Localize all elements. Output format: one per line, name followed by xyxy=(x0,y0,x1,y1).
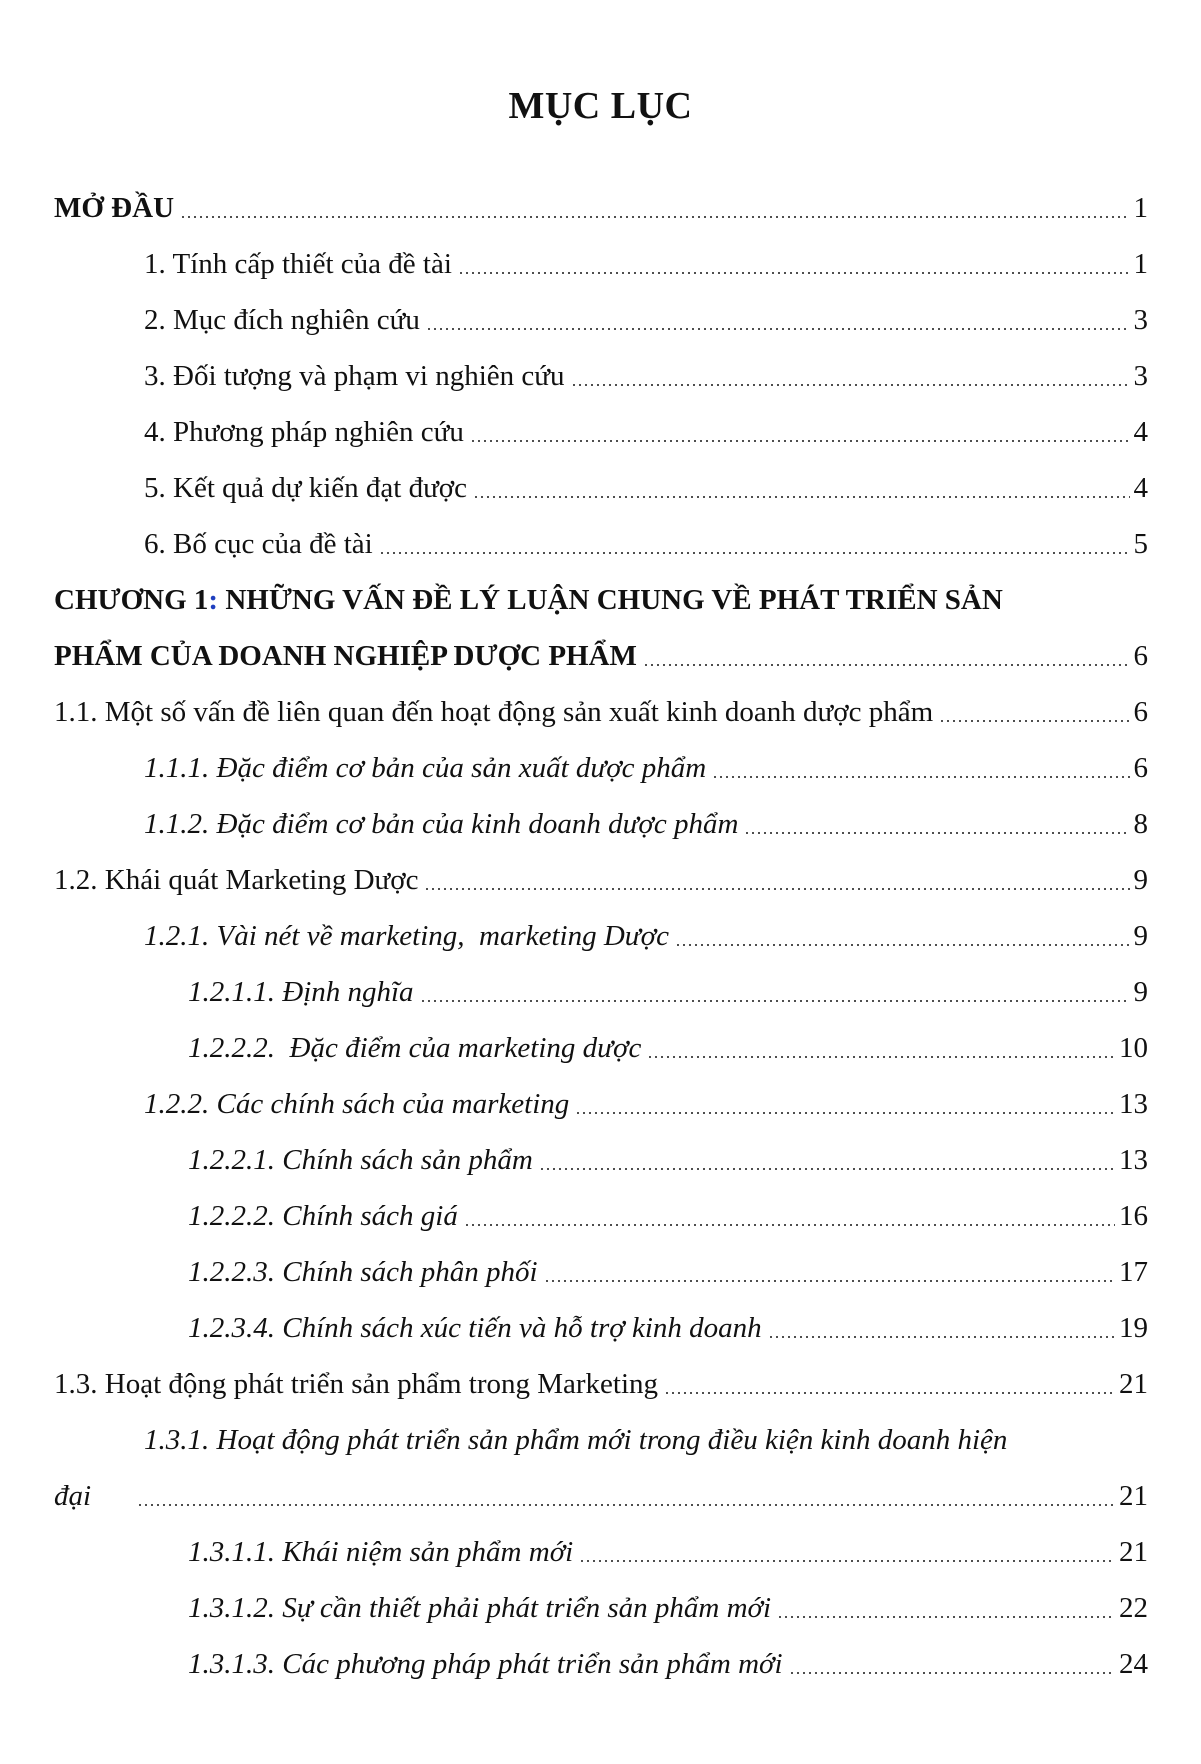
leader-dots xyxy=(458,271,1130,275)
toc-entry-label: 6. Bố cục của đề tài xyxy=(144,527,373,560)
toc-entry-label: 5. Kết quả dự kiến đạt được xyxy=(144,471,467,504)
leader-dots xyxy=(643,663,1130,667)
toc-entry-page: 8 xyxy=(1133,807,1148,840)
toc-entry-page: 10 xyxy=(1119,1031,1148,1064)
toc-entry-page: 9 xyxy=(1133,975,1148,1008)
toc-entry-page: 16 xyxy=(1119,1199,1148,1232)
chapter-title-line1: NHỮNG VẤN ĐỀ LÝ LUẬN CHUNG VỀ PHÁT TRIỂN SẢN xyxy=(218,584,1003,616)
leader-dots xyxy=(768,1335,1115,1339)
toc-entry-label: 3. Đối tượng và phạm vi nghiên cứu xyxy=(144,359,565,392)
toc-entry-page: 4 xyxy=(1133,471,1148,504)
toc-entry-page: 4 xyxy=(1133,415,1148,448)
leader-dots xyxy=(712,775,1129,779)
toc-entry-label: 1.2. Khái quát Marketing Dược xyxy=(54,863,419,896)
leader-dots xyxy=(426,327,1130,331)
leader-dots xyxy=(575,1111,1115,1115)
toc-entry-label: 1.3.1.1. Khái niệm sản phẩm mới xyxy=(188,1535,574,1568)
toc-entry[interactable] xyxy=(54,292,1148,348)
toc-entry-page: 21 xyxy=(1119,1479,1148,1512)
toc-entry-page: 3 xyxy=(1133,359,1148,392)
toc-entry[interactable] xyxy=(54,1244,1148,1300)
toc-entry[interactable] xyxy=(54,628,1148,684)
leader-dots xyxy=(939,719,1129,723)
leader-dots xyxy=(579,1559,1115,1563)
toc-entry-page: 9 xyxy=(1133,919,1148,952)
leader-dots xyxy=(664,1391,1115,1395)
toc-entry-page: 21 xyxy=(1119,1367,1148,1400)
toc-entry[interactable] xyxy=(54,180,1148,236)
toc-entry[interactable] xyxy=(54,236,1148,292)
leader-dots xyxy=(571,383,1130,387)
toc-entry-page: 6 xyxy=(1133,639,1148,672)
toc-entry[interactable] xyxy=(54,1636,1148,1692)
toc-entry[interactable] xyxy=(54,684,1148,740)
toc-entry-wrapped-line[interactable] xyxy=(54,1412,1148,1468)
toc-entry-label: 1.3.1.3. Các phương pháp phát triển sản phẩm mới xyxy=(188,1647,783,1680)
toc-entry[interactable] xyxy=(54,1076,1148,1132)
toc-entry[interactable] xyxy=(54,1300,1148,1356)
toc-entry-label: 1.2.2.2. Đặc điểm của marketing dược xyxy=(188,1031,642,1064)
leader-dots xyxy=(777,1615,1115,1619)
toc-entry-page: 1 xyxy=(1133,191,1148,224)
toc-entry-page: 6 xyxy=(1133,695,1148,728)
toc-entry[interactable] xyxy=(54,908,1148,964)
chapter-number: CHƯƠNG 1 xyxy=(54,584,209,616)
toc-entry[interactable] xyxy=(54,796,1148,852)
leader-dots xyxy=(744,831,1129,835)
toc-entry-page: 5 xyxy=(1133,527,1148,560)
toc-entry-page: 21 xyxy=(1119,1535,1148,1568)
toc-entry-page: 6 xyxy=(1133,751,1148,784)
leader-dots xyxy=(473,495,1130,499)
leader-dots xyxy=(647,1055,1115,1059)
leader-dots xyxy=(789,1671,1115,1675)
leader-dots xyxy=(379,551,1130,555)
table-of-contents xyxy=(54,180,1148,1692)
toc-entry-label: PHẨM CỦA DOANH NGHIỆP DƯỢC PHẨM xyxy=(54,639,637,672)
leader-dots xyxy=(420,999,1130,1003)
toc-entry-label: 1.2.1. Vài nét về marketing, marketing Dược xyxy=(144,919,669,952)
toc-entry-label: 1.2.1.1. Định nghĩa xyxy=(188,975,414,1008)
toc-entry[interactable] xyxy=(54,348,1148,404)
toc-entry-label: 4. Phương pháp nghiên cứu xyxy=(144,415,464,448)
toc-entry-page: 13 xyxy=(1119,1087,1148,1120)
toc-entry[interactable] xyxy=(54,516,1148,572)
toc-entry-label: 1.1. Một số vấn đề liên quan đến hoạt động sản xuất kinh doanh dược phẩm xyxy=(54,695,934,728)
toc-entry[interactable] xyxy=(54,852,1148,908)
toc-entry-label: 1.3.1.2. Sự cần thiết phải phát triển sản phẩm mới xyxy=(188,1591,772,1624)
toc-entry-page: 24 xyxy=(1119,1647,1148,1680)
toc-entry[interactable] xyxy=(54,1188,1148,1244)
toc-entry-label: MỞ ĐẦU xyxy=(54,191,175,224)
toc-chapter-heading[interactable] xyxy=(54,572,1148,628)
toc-entry-label: 1.1.1. Đặc điểm cơ bản của sản xuất dược phẩm xyxy=(144,751,707,784)
toc-entry[interactable] xyxy=(54,1132,1148,1188)
leader-dots xyxy=(424,887,1129,891)
leader-dots xyxy=(544,1279,1115,1283)
toc-entry[interactable] xyxy=(54,1580,1148,1636)
toc-entry-label: 1.3.1. Hoạt động phát triển sản phẩm mới trong điều kiện kinh doanh hiện xyxy=(144,1424,1008,1456)
toc-entry[interactable] xyxy=(54,460,1148,516)
page-title: MỤC LỤC xyxy=(508,85,693,127)
toc-entry-label: 2. Mục đích nghiên cứu xyxy=(144,303,420,336)
toc-entry-label: 1.1.2. Đặc điểm cơ bản của kinh doanh dược phẩm xyxy=(144,807,739,840)
toc-entry-page: 19 xyxy=(1119,1311,1148,1344)
toc-entry[interactable] xyxy=(54,1020,1148,1076)
toc-entry-page: 1 xyxy=(1133,247,1148,280)
toc-entry[interactable] xyxy=(54,740,1148,796)
toc-entry[interactable] xyxy=(54,1468,1148,1524)
leader-dots xyxy=(675,943,1130,947)
leader-dots xyxy=(180,215,1129,219)
toc-entry-label: 1.2.2.2. Chính sách giá xyxy=(188,1199,458,1232)
toc-entry-page: 9 xyxy=(1133,863,1148,896)
toc-entry-label: 1.2.3.4. Chính sách xúc tiến và hỗ trợ kinh doanh xyxy=(188,1311,762,1344)
leader-dots xyxy=(137,1503,1115,1507)
toc-entry-label: 1. Tính cấp thiết của đề tài xyxy=(144,247,452,280)
toc-entry-page: 3 xyxy=(1133,303,1148,336)
toc-entry-label: 1.2.2. Các chính sách của marketing xyxy=(144,1087,570,1120)
toc-entry[interactable] xyxy=(54,404,1148,460)
toc-entry-label: đại xyxy=(54,1479,92,1512)
toc-entry[interactable] xyxy=(54,964,1148,1020)
leader-dots xyxy=(539,1167,1115,1171)
toc-entry[interactable] xyxy=(54,1356,1148,1412)
toc-entry-label: 1.2.2.3. Chính sách phân phối xyxy=(188,1255,538,1288)
toc-entry-page: 13 xyxy=(1119,1143,1148,1176)
leader-dots xyxy=(464,1223,1115,1227)
chapter-colon: : xyxy=(208,584,219,616)
toc-entry-page: 22 xyxy=(1119,1591,1148,1624)
toc-entry[interactable] xyxy=(54,1524,1148,1580)
toc-entry-label: 1.3. Hoạt động phát triển sản phẩm trong Marketing xyxy=(54,1367,659,1400)
toc-entry-page: 17 xyxy=(1119,1255,1148,1288)
leader-dots xyxy=(470,439,1130,443)
toc-entry-label: 1.2.2.1. Chính sách sản phẩm xyxy=(188,1143,533,1176)
